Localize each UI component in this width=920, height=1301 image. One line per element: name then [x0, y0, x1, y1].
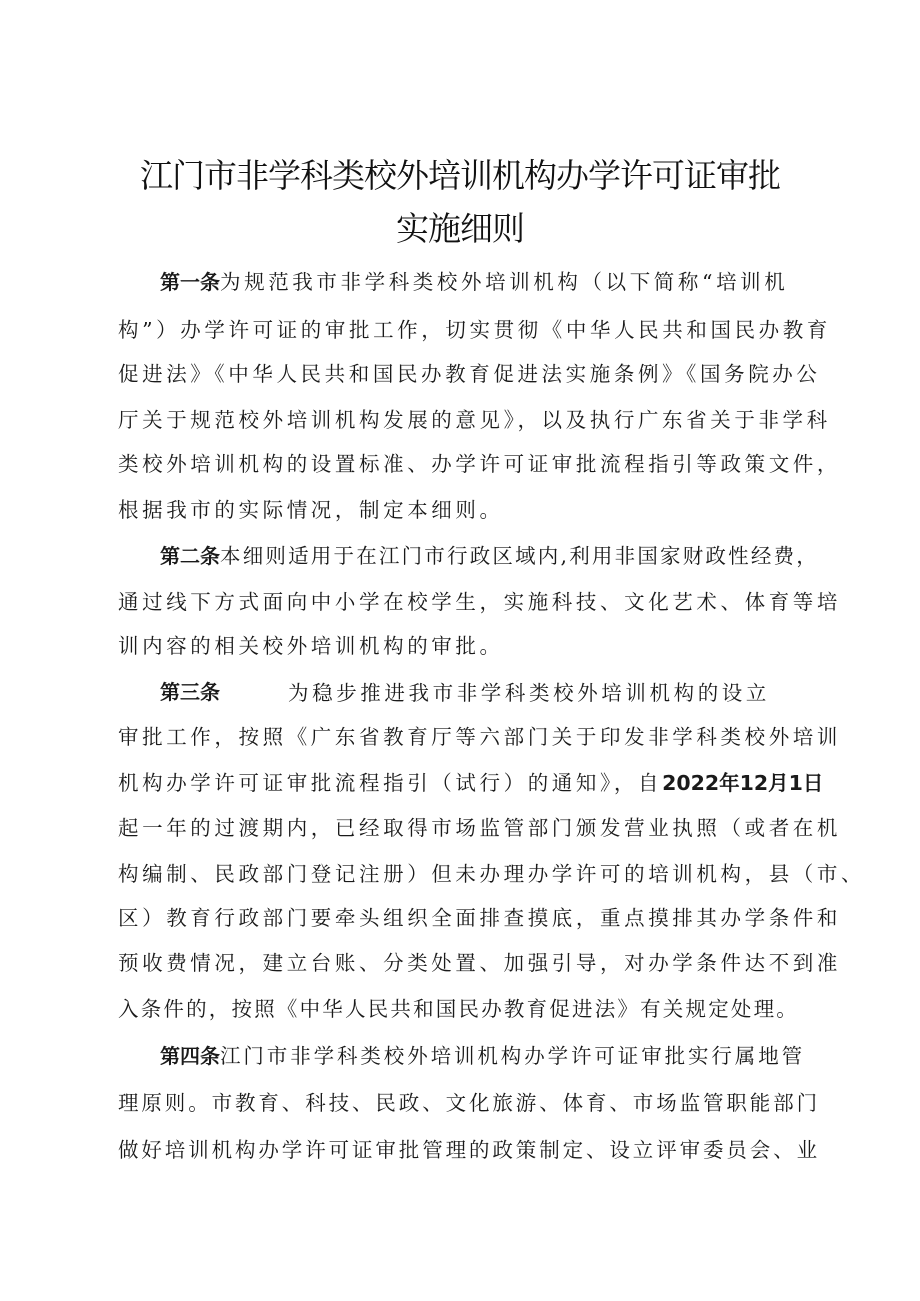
article-3-line-1: 为稳步推进我市非学科类校外培训机构的设立 [288, 681, 770, 705]
article-1-line-5: 类校外培训机构的设置标准、办学许可证审批流程指引等政策文件， [118, 452, 841, 476]
article-1-line-6: 根据我市的实际情况，制定本细则。 [118, 498, 504, 522]
article-3-date: 2022年12月1日 [662, 771, 824, 795]
article-4-label: 第四条 [160, 1044, 220, 1068]
article-4-line-3: 做好培训机构办学许可证审批管理的政策制定、设立评审委员会、业 [118, 1138, 820, 1162]
document-title-line-2: 实施细则 [396, 209, 524, 248]
article-3-line-5: 构编制、民政部门登记注册）但未办理办学许可的培训机构，县（市、 [118, 862, 866, 886]
article-2-text-1: 本细则适用于在江门市行政区域内,利用非国家财政性经费， [220, 544, 819, 568]
article-1-text-1: 为规范我市非学科类校外培训机构（以下简称“培训机 [220, 270, 789, 294]
article-3-line-8: 入条件的，按照《中华人民共和国民办教育促进法》有关规定处理。 [118, 997, 799, 1021]
article-4-text-1: 江门市非学科类校外培训机构办学许可证审批实行属地管 [220, 1044, 805, 1068]
article-3-line-6: 区）教育行政部门要牵头组织全面排查摸底，重点摸排其办学条件和 [118, 906, 841, 930]
article-3-label: 第三条 [160, 680, 220, 704]
article-3-label-line [160, 676, 220, 705]
article-1-line-3: 促进法》《中华人民共和国民办教育促进法实施条例》《国务院办公 [118, 362, 821, 386]
document-title-line-1: 江门市非学科类校外培训机构办学许可证审批 [140, 156, 780, 195]
article-1-line-4: 厅关于规范校外培训机构发展的意见》，以及执行广东省关于非学科 [118, 408, 831, 432]
article-3-line-4: 起一年的过渡期内，已经取得市场监管部门颁发营业执照（或者在机 [118, 816, 841, 840]
article-2-line-1 [160, 539, 819, 569]
article-2-line-3: 训内容的相关校外培训机构的审批。 [118, 634, 504, 658]
article-4-line-2: 理原则。市教育、科技、民政、文化旅游、体育、市场监管职能部门 [118, 1091, 820, 1115]
article-2-label: 第二条 [160, 544, 220, 568]
article-4-line-1 [160, 1039, 805, 1069]
article-2-line-2: 通过线下方式面向中小学在校学生，实施科技、文化艺术、体育等培 [118, 590, 841, 614]
article-3-text-3: 机构办学许可证审批流程指引（试行）的通知》，自 [118, 771, 663, 795]
article-3-line-3 [118, 766, 823, 796]
article-3-line-2: 审批工作，按照《广东省教育厅等六部门关于印发非学科类校外培训 [118, 725, 841, 749]
article-3-line-7: 预收费情况，建立台账、分类处置、加强引导，对办学条件达不到准 [118, 951, 841, 975]
article-1-line-2: 构”）办学许可证的审批工作，切实贯彻《中华人民共和国民办教育 [118, 318, 831, 342]
article-1-line-1 [160, 265, 788, 295]
article-1-label: 第一条 [160, 270, 220, 294]
